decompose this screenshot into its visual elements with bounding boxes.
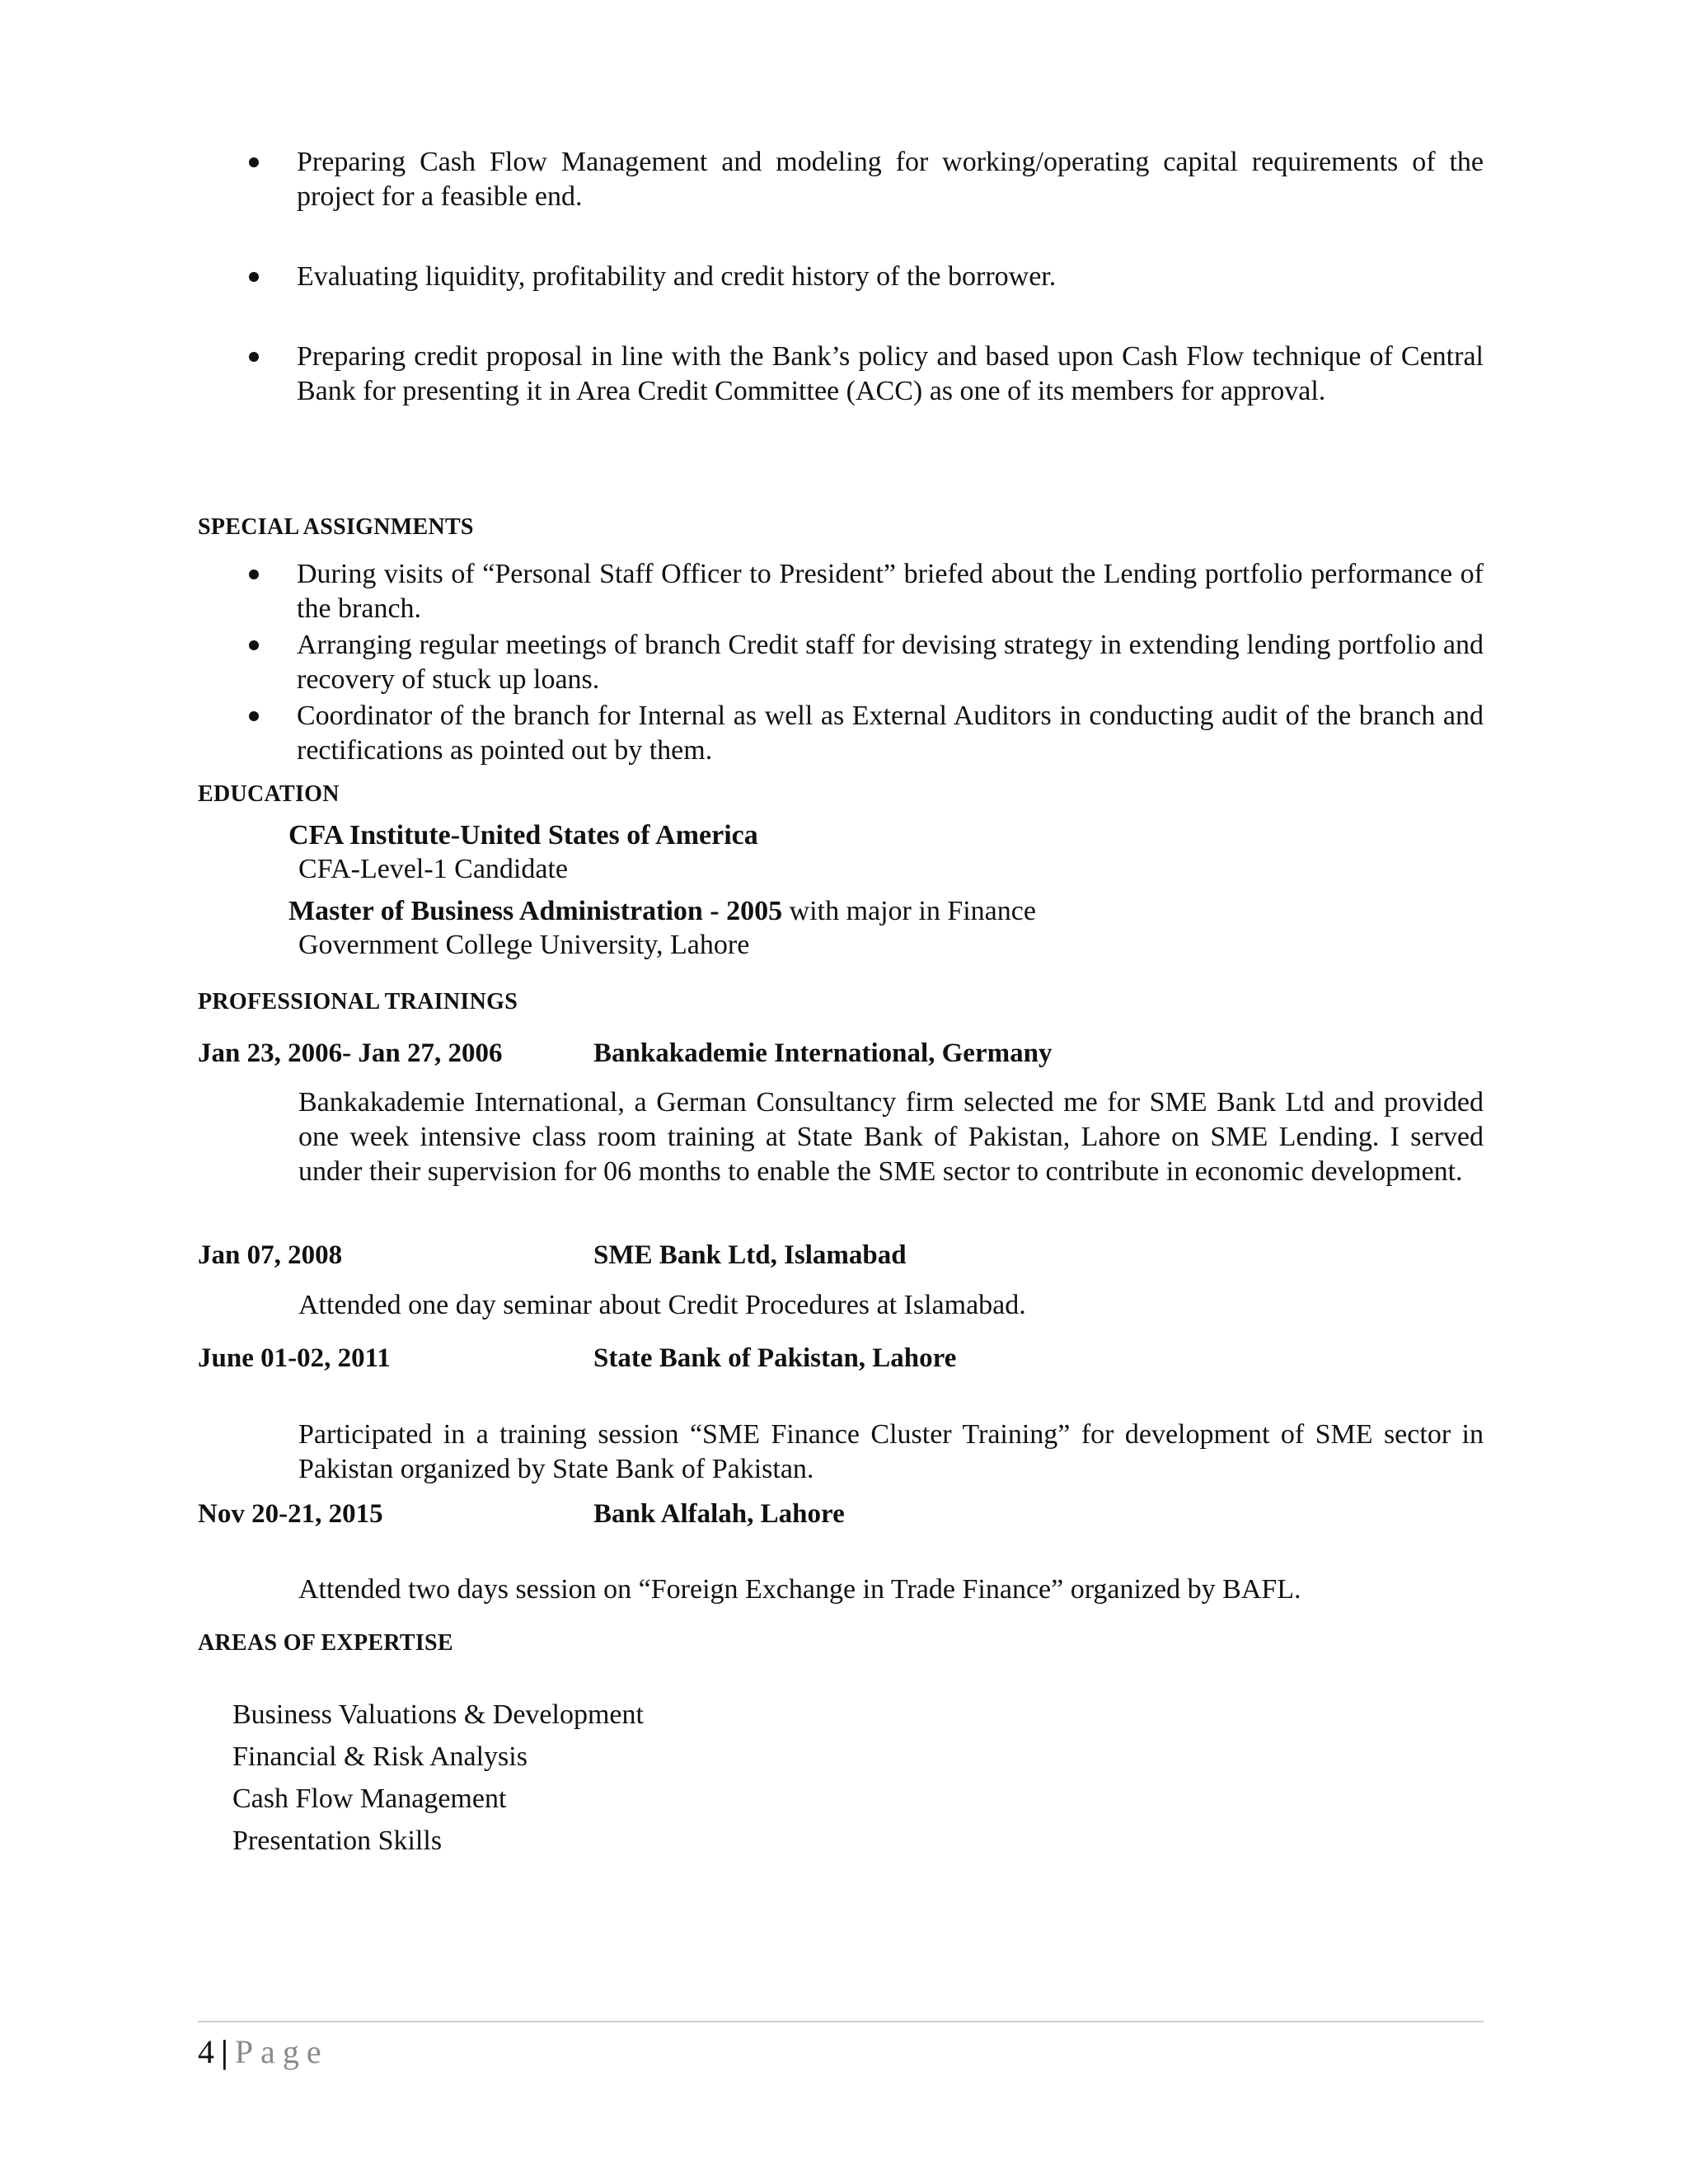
list-item: During visits of “Personal Staff Officer to President” briefed about the Lending portfolio performance of the branch.: [198, 557, 1484, 626]
training-description: Bankakademie International, a German Consultancy firm selected me for SME Bank Ltd and provided one week intensive class room training at State Bank of Pakistan, Lahore on SME Lending. I served under their supervision for 06 months to enable the SME sector to contribute in economic development.: [298, 1087, 1484, 1187]
list-item: Arranging regular meetings of branch Credit staff for devising strategy in extending lending portfolio and recovery of stuck up loans.: [198, 628, 1484, 697]
education-entry-subtitle: Government College University, Lahore: [298, 930, 750, 960]
expertise-item: Presentation Skills: [232, 1825, 443, 1856]
training-date: Nov 20-21, 2015: [198, 1499, 383, 1529]
areas-of-expertise-heading: AREAS OF EXPERTISE: [198, 1630, 453, 1656]
training-description: Participated in a training session “SME Finance Cluster Training” for development of SME sector in Pakistan organized by State Bank of Pakistan.: [298, 1419, 1484, 1484]
education-heading: EDUCATION: [198, 781, 340, 807]
footer-separator: |: [221, 2033, 228, 2070]
expertise-item: Financial & Risk Analysis: [232, 1741, 528, 1772]
education-entry-title: Master of Business Administration - 2005 with major in Finance: [288, 896, 1036, 926]
expertise-item: Cash Flow Management: [232, 1783, 507, 1814]
training-date: Jan 23, 2006- Jan 27, 2006: [198, 1038, 503, 1068]
professional-trainings-heading: PROFESSIONAL TRAININGS: [198, 989, 518, 1015]
list-item: Coordinator of the branch for Internal as well as External Auditors in conducting audit of the branch and rectifications as pointed out by them.: [198, 699, 1484, 768]
bullet-icon: [249, 157, 259, 167]
training-date: Jan 07, 2008: [198, 1240, 343, 1270]
bullet-icon: [249, 272, 259, 282]
special-assignments-list: [198, 557, 1484, 770]
training-description: Attended two days session on “Foreign Exchange in Trade Finance” organized by BAFL.: [298, 1574, 1301, 1605]
list-item: Evaluating liquidity, profitability and credit history of the borrower.: [198, 260, 1484, 294]
training-organization: State Bank of Pakistan, Lahore: [593, 1343, 957, 1373]
bullet-icon: [249, 352, 259, 362]
education-entry-title: CFA Institute-United States of America: [288, 820, 758, 851]
footer-divider: [198, 2021, 1484, 2022]
page-number: 4: [198, 2033, 214, 2070]
training-organization: SME Bank Ltd, Islamabad: [593, 1240, 907, 1270]
page-footer: [198, 2032, 329, 2072]
bullet-icon: [249, 640, 259, 650]
bullet-icon: [249, 711, 259, 721]
bullet-icon: [249, 569, 259, 579]
training-description: Attended one day seminar about Credit Procedures at Islamabad.: [298, 1290, 1026, 1320]
training-organization: Bankakademie International, Germany: [593, 1038, 1053, 1068]
education-entry-subtitle: CFA-Level-1 Candidate: [298, 854, 569, 884]
training-date: June 01-02, 2011: [198, 1343, 391, 1373]
training-organization: Bank Alfalah, Lahore: [593, 1499, 845, 1529]
page-label: Page: [234, 2033, 329, 2070]
list-item: Preparing credit proposal in line with the Bank’s policy and based upon Cash Flow technique of Central Bank for presenting it in Area Credit Committee (ACC) as one of its members for approval.: [198, 340, 1484, 409]
special-assignments-heading: SPECIAL ASSIGNMENTS: [198, 514, 474, 540]
expertise-item: Business Valuations & Development: [232, 1699, 644, 1730]
list-item: Preparing Cash Flow Management and modeling for working/operating capital requirements of the project for a feasible end.: [198, 145, 1484, 214]
responsibilities-list: [198, 145, 1484, 409]
